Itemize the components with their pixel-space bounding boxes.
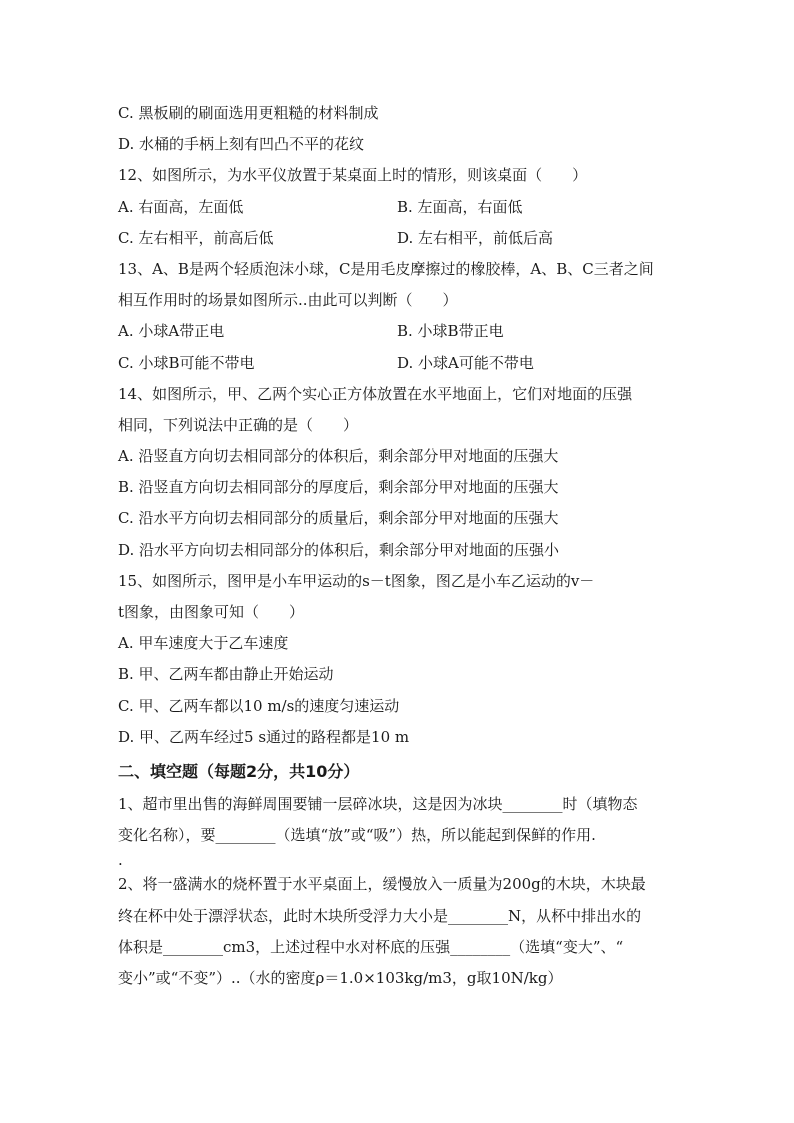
q15-option-a: A. 甲车速度大于乙车速度 bbox=[118, 634, 289, 653]
q11-option-d: D. 水桶的手柄上刻有凹凸不平的花纹 bbox=[118, 135, 365, 154]
q14-option-d: D. 沿水平方向切去相同部分的体积后，剩余部分甲对地面的压强小 bbox=[118, 540, 560, 559]
exam-page bbox=[118, 98, 678, 994]
q14-option-a: A. 沿竖直方向切去相同部分的体积后，剩余部分甲对地面的压强大 bbox=[118, 447, 559, 466]
q14-stem-line-2: 相同，下列说法中正确的是（ ） bbox=[118, 415, 359, 434]
q15-option-d: D. 甲、乙两车经过5 s通过的路程都是10 m bbox=[118, 727, 410, 746]
section-fill-in-title: 二、填空题（每题2分，共10分） bbox=[118, 761, 360, 781]
q15-option-c: C. 甲、乙两车都以10 m/s的速度匀速运动 bbox=[118, 696, 400, 715]
f1-line-3: . bbox=[118, 851, 123, 870]
q12-options-row-1 bbox=[118, 192, 678, 223]
q14-option-b: B. 沿竖直方向切去相同部分的厚度后，剩余部分甲对地面的压强大 bbox=[118, 478, 559, 497]
q15-option-b: B. 甲、乙两车都由静止开始运动 bbox=[118, 665, 334, 684]
f2-line-2: 终在杯中处于漂浮状态，此时木块所受浮力大小是________N，从杯中排出水的 bbox=[118, 906, 642, 925]
f2-line-4: 变小”或“不变”）..（水的密度ρ＝1.0×103kg/m3，g取10N/kg） bbox=[118, 968, 563, 987]
q12-option-c: C. 左右相平，前高后低 bbox=[118, 228, 274, 247]
q13-options-row-1 bbox=[118, 316, 678, 347]
q11-option-c: C. 黑板刷的刷面选用更粗糙的材料制成 bbox=[118, 104, 379, 122]
q13-option-b: B. 小球B带正电 bbox=[397, 322, 504, 341]
f1-line-1: 1、超市里出售的海鲜周围要铺一层碎冰块，这是因为冰块________时（填物态 bbox=[118, 794, 638, 813]
q13-stem-line-1: 13、A、B是两个轻质泡沫小球，C是用毛皮摩擦过的橡胶棒，A、B、C三者之间 bbox=[118, 259, 654, 278]
q14-stem-line-1: 14、如图所示，甲、乙两个实心正方体放置在水平地面上，它们对地面的压强 bbox=[118, 384, 633, 403]
q13-option-c: C. 小球B可能不带电 bbox=[118, 353, 255, 372]
q12-option-d: D. 左右相平，前低后高 bbox=[397, 228, 554, 247]
f2-line-1: 2、将一盛满水的烧杯置于水平桌面上，缓慢放入一质量为200g的木块，木块最 bbox=[118, 875, 646, 894]
q13-stem-line-2: 相互作用时的场景如图所示..由此可以判断（ ） bbox=[118, 291, 458, 310]
q12-option-b: B. 左面高，右面低 bbox=[397, 197, 523, 216]
q12-stem: 12、如图所示，为水平仪放置于某桌面上时的情形，则该桌面（ ） bbox=[118, 166, 588, 185]
f1-line-2: 变化名称），要________（选填“放”或“吸”）热，所以能起到保鲜的作用. bbox=[118, 826, 596, 845]
q15-stem-line-1: 15、如图所示，图甲是小车甲运动的s－t图象，图乙是小车乙运动的v－ bbox=[118, 571, 595, 590]
q13-options-row-2 bbox=[118, 348, 678, 379]
q13-option-a: A. 小球A带正电 bbox=[118, 322, 225, 341]
q12-options-row-2 bbox=[118, 223, 678, 254]
f2-line-3: 体积是________cm3，上述过程中水对杯底的压强________（选填“变大”、“ bbox=[118, 937, 624, 956]
q15-stem-line-2: t图象，由图象可知（ ） bbox=[118, 603, 305, 621]
q14-option-c: C. 沿水平方向切去相同部分的质量后，剩余部分甲对地面的压强大 bbox=[118, 509, 559, 528]
q13-option-d: D. 小球A可能不带电 bbox=[397, 353, 534, 372]
q12-option-a: A. 右面高，左面低 bbox=[118, 197, 244, 216]
